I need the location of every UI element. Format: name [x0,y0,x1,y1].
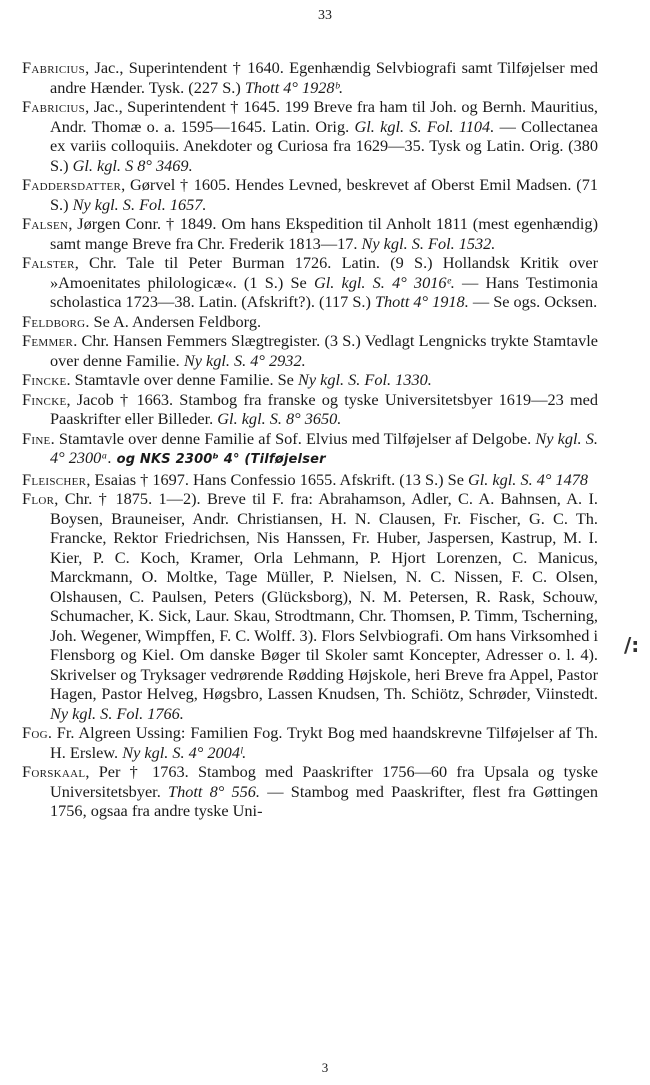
shelfmark: Gl. kgl. S. 4° 3016ᵉ. [313,272,455,292]
catalogue-entry [22,58,598,97]
entry-headword: Fincke [22,389,67,409]
catalogue-entry [22,762,598,821]
catalogue-entry [22,331,598,370]
entry-text: . Fr. Algreen Ussing: Familien Fog. Trykt Bog med haandskrevne Tilføjelser af Th. H. Erslew. [47,723,598,762]
shelfmark: Ny kgl. S. 4° 2932. [183,350,306,370]
catalogue-entry [22,370,598,390]
catalogue-entry [22,214,598,253]
entry-text: , Jac., Superintendent † 1640. Egenhændig Selvbiografi samt Tilføjelser med andre Hænder. Tysk. (227 S.) [50,58,598,97]
entry-text: , Chr. Tale til Peter Burman 1726. Latin. (9 S.) Hollandsk Kritik over »Amoenitates philologicæ«. (1 S.) Se [50,253,598,292]
catalogue-entry [22,312,598,332]
signature-mark: 3 [321,1060,329,1075]
entry-headword: Fleischer [22,469,87,489]
catalogue-entry [22,390,598,429]
entry-text: . Chr. Hansen Femmers Slægtregister. (3 S.) Vedlagt Lengnicks trykte Stamtavle over denne Familie. [50,331,598,370]
entry-text: , Jac., Superintendent † 1645. 199 Breve fra ham til Joh. og Bernh. Mauritius, Andr. Thomæ o. a. 1595—1645. Latin. Orig. [50,97,598,136]
entry-text: . Stamtavle over denne Familie af Sof. Elvius med Tilføjelser af Delgobe. [50,428,536,448]
entry-text: — Hans Testimonia scholastica 1723—38. Latin. (Afskrift?). (117 S.) [50,272,598,311]
shelfmark: Ny kgl. S. 4° 2300ᵃ. [50,428,598,467]
page-number: 33 [318,8,332,23]
shelfmark: Ny kgl. S. Fol. 1532. [361,233,496,253]
entry-text: , Jørgen Conr. † 1849. Om hans Ekspedition til Anholt 1811 (mest egenhændig) samt mange Breve fra Chr. Frederik 1813—17. [50,214,598,253]
catalogue-entry [22,253,598,312]
entry-text: , Chr. † 1875. 1—2). Breve til F. fra: Abrahamson, Adler, C. A. Bahnsen, A. I. Boysen, Brauneiser, Andr. Christiansen, H. N. Clausen, Fr. Fischer, G. C. Th. Francke, Rektor Friedrichsen, Nis Hanssen, Fr. Huber, Jaspersen, Kastrup, M. I. Kier, P. C. Koch, Kramer, Orla Lehmann, P. Hjort Lorenzen, C. Manicus, Marckmann, O. Moltke, Tage Müller, P. Nielsen, N. C. Nissen, F. C. Olsen, Olshausen, C. Paulsen, Peters (Glücksborg), N. M. Petersen, R. Rask, Schouw, Schumacher, K. Sick, Laur. Skau, Strodtmann, Chr. Thomsen, P. Timm, Tscherning, Joh. Wegener, Wimpffen, F. C. Wolff. 3). Flors Selvbiografi. Om hans Virksomhed i Flensborg og Kiel. Om danske Bøger til Skoler samt Koncepter, Adresser o. l. 4). Skrivelser og Tryksager vedrørende Rødding Højskole, heri Breve fra Appel, Pastor Hagen, Pastor Helveg, Høgsbro, Lassen Knudsen, Th. Schiötz, Schrøder, Viinstedt. [50,489,598,703]
entry-headword: Forskaal [22,762,86,781]
entry-text: . Se A. Andersen Feldborg. [85,311,262,331]
entry-headword: Fincke [22,370,67,389]
entry-text: , Esaias † 1697. Hans Confessio 1655. Afskrift. (13 S.) Se [86,469,468,489]
shelfmark: Ny kgl. S. Fol. 1766. [50,703,184,723]
entry-headword: Feldborg [22,311,86,331]
entry-text: — Se ogs. Ocksen. [468,292,598,311]
shelfmark: Gl. kgl. S 8° 3469. [72,155,193,175]
catalogue-entry [22,429,598,470]
catalogue-entry [22,97,598,175]
handwritten-annotation: og NKS 2300ᵇ 4° (Tilføjelser [111,452,326,467]
catalogue-entries [22,58,598,821]
margin-annotation: /: [624,633,640,657]
shelfmark: Gl. kgl. S. Fol. 1104. [354,116,495,136]
entry-headword: Fog [22,723,48,742]
entry-text: . Stamtavle over denne Familie. Se [66,370,298,389]
shelfmark: Thott 4° 1928ᵇ. [244,77,344,97]
entry-headword: Fine [22,428,51,448]
entry-headword: Fabricius [22,97,86,116]
catalogue-entry [22,470,598,490]
entry-headword: Falster [22,253,75,272]
entry-text: — Stambog med Paaskrifter, flest fra Gøttingen 1756, ogsaa fra andre tyske Uni- [50,781,598,820]
shelfmark: Gl. kgl. S. 4° 1478 [468,469,589,489]
entry-text: , Per † 1763. Stambog med Paaskrifter 1756—60 fra Upsala og tyske Universitetsbyer. [50,762,598,801]
entry-headword: Falsen [22,214,69,233]
entry-text: — Collectanea ex variis colloquiis. Anekdoter og Curiosa fra 1629—35. Tysk og Latin. Orig. (380 S.) [50,116,598,175]
shelfmark: Gl. kgl. S. 8° 3650. [217,409,342,428]
shelfmark: Ny kgl. S. 4° 2004ˡ. [122,742,247,762]
entry-headword: Fabricius [22,58,86,77]
entry-headword: Femmer [22,331,74,350]
catalogue-entry [22,175,598,214]
shelfmark: Thott 8° 556. [168,781,261,801]
entry-text: , Gørvel † 1605. Hendes Levned, beskrevet af Oberst Emil Madsen. (71 S.) [50,175,598,214]
entry-headword: Faddersdatter [22,175,122,194]
shelfmark: Ny kgl. S. Fol. 1657. [72,194,207,214]
catalogue-entry [22,489,598,723]
shelfmark: Ny kgl. S. Fol. 1330. [297,370,432,389]
shelfmark: Thott 4° 1918. [374,292,469,311]
entry-text: , Jacob † 1663. Stambog fra franske og tyske Universitetsbyer 1619—23 med Paaskrifter eller Billeder. [50,389,598,428]
catalogue-entry [22,723,598,762]
entry-headword: Flor [22,489,55,508]
